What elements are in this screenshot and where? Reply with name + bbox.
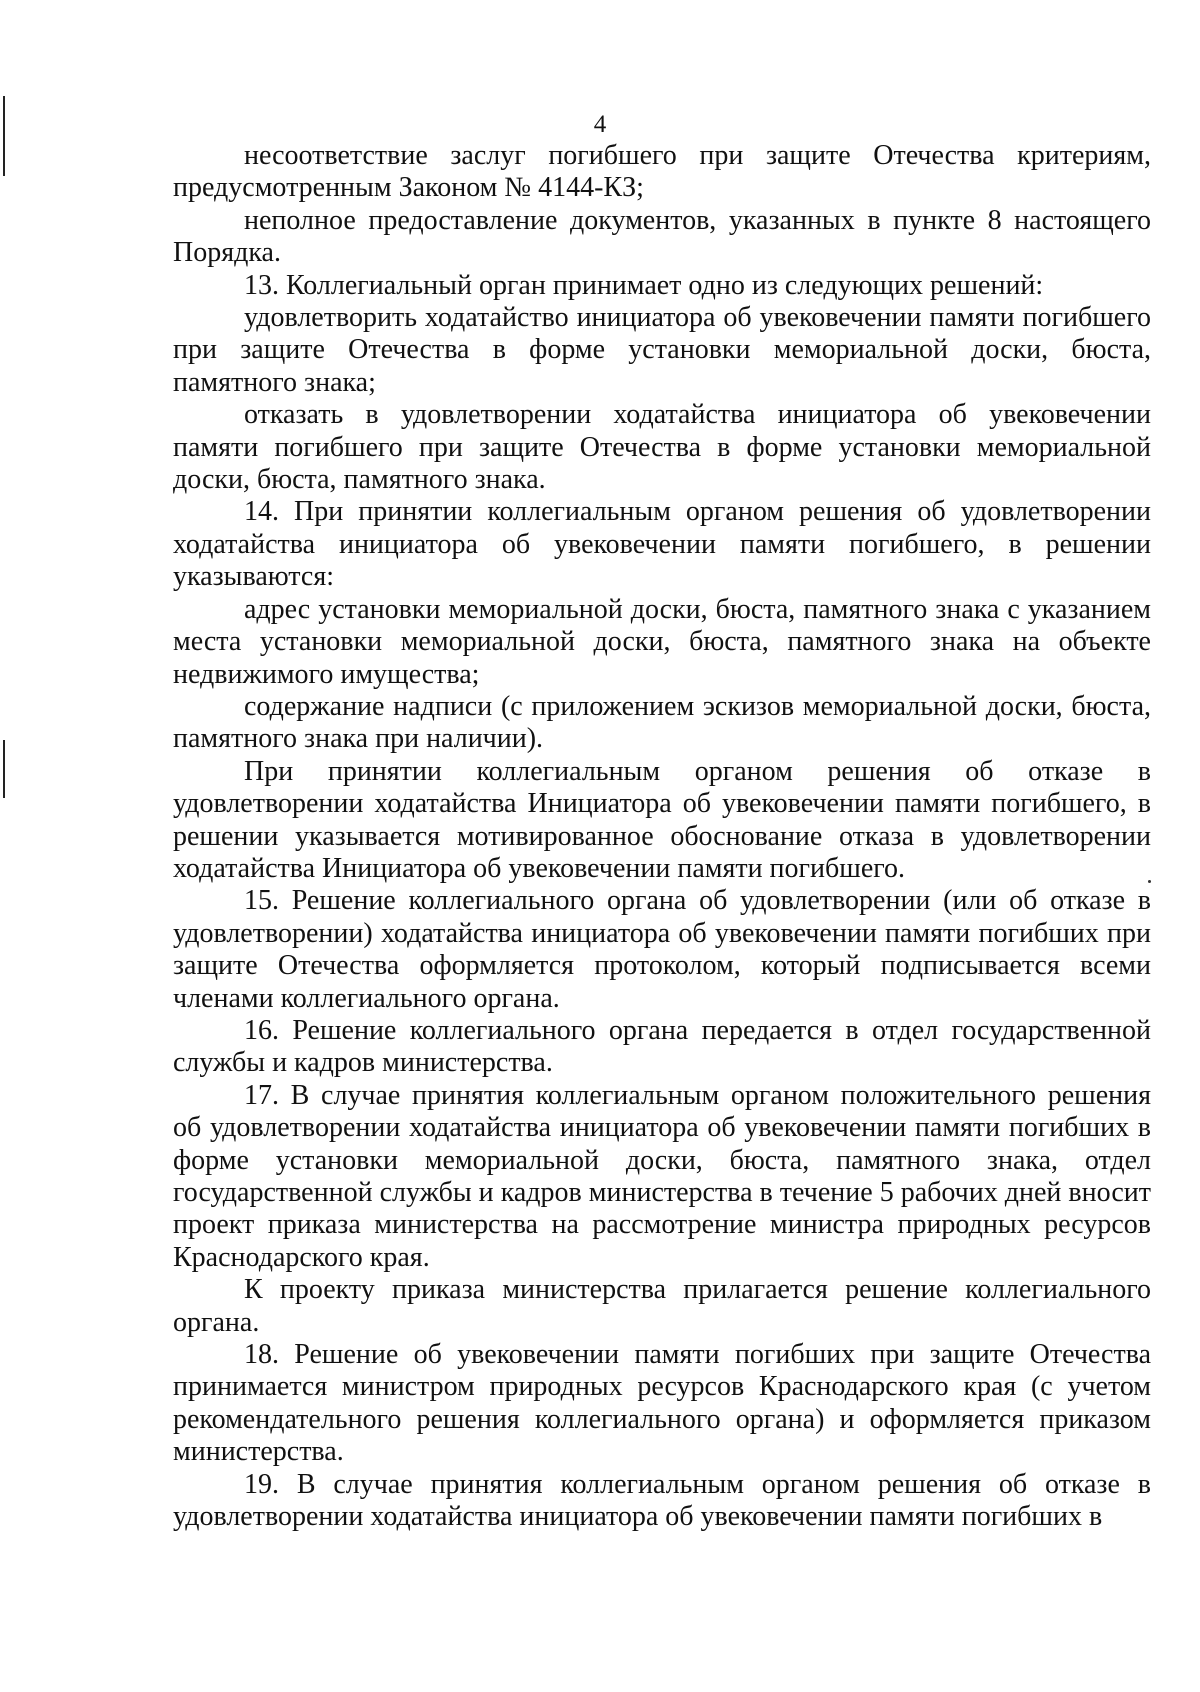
paragraph: 15. Решение коллегиального органа об удовлетворении (или об отказе в удовлетворении) ходатайства инициатора об увековечении памяти погибших при защите Отечества оформляется протоколом, который подписывается всеми членами коллегиального органа.: [173, 885, 1151, 1014]
paragraph: 18. Решение об увековечении памяти погибших при защите Отечества принимается министром природных ресурсов Краснодарского края (с учетом рекомендательного решения коллегиального органа) и оформляется приказом министерства.: [173, 1339, 1151, 1468]
scan-edge-mark: [3, 740, 5, 798]
body-text: [173, 140, 1151, 1533]
paragraph: отказать в удовлетворении ходатайства инициатора об увековечении памяти погибшего при защите Отечества в форме установки мемориальной доски, бюста, памятного знака.: [173, 399, 1151, 496]
paragraph: К проекту приказа министерства прилагается решение коллегиального органа.: [173, 1274, 1151, 1338]
paragraph: 14. При принятии коллегиальным органом решения об удовлетворении ходатайства инициатора об увековечении памяти погибшего, в решении указываются:: [173, 496, 1151, 593]
paragraph: неполное предоставление документов, указанных в пункте 8 настоящего Порядка.: [173, 204, 1151, 269]
paragraph: 17. В случае принятия коллегиальным органом положительного решения об удовлетворении ходатайства инициатора об увековечении памяти погибших в форме установки мемориальной доски, бюста, памятного знака, отдел государственной службы и кадров министерства в течение 5 рабочих дней вносит проект приказа министерства на рассмотрение министра природных ресурсов Краснодарского края.: [173, 1079, 1151, 1273]
paragraph: 16. Решение коллегиального органа передается в отдел государственной службы и кадров министерства.: [173, 1014, 1151, 1079]
paragraph: При принятии коллегиальным органом решения об отказе в удовлетворении ходатайства Инициатора об увековечении памяти погибшего, в решении указывается мотивированное обоснование отказа в удовлетворении ходатайства Инициатора об увековечении памяти погибшего.: [173, 755, 1151, 884]
page-number: 4: [593, 111, 607, 138]
paragraph: 13. Коллегиальный орган принимает одно из следующих решений:: [244, 269, 1044, 301]
paragraph: 19. В случае принятия коллегиальным органом решения об отказе в удовлетворении ходатайства инициатора об увековечении памяти погибших в: [173, 1468, 1151, 1533]
paragraph: несоответствие заслуг погибшего при защите Отечества критериям, предусмотренным Законом № 4144-КЗ;: [173, 140, 1151, 204]
paragraph: адрес установки мемориальной доски, бюста, памятного знака с указанием места установки мемориальной доски, бюста, памятного знака на объекте недвижимого имущества;: [173, 593, 1151, 690]
paragraph: содержание надписи (с приложением эскизов мемориальной доски, бюста, памятного знака при наличии).: [173, 690, 1151, 755]
paragraph: удовлетворить ходатайство инициатора об увековечении памяти погибшего при защите Отечества в форме установки мемориальной доски, бюста, памятного знака;: [173, 302, 1151, 398]
